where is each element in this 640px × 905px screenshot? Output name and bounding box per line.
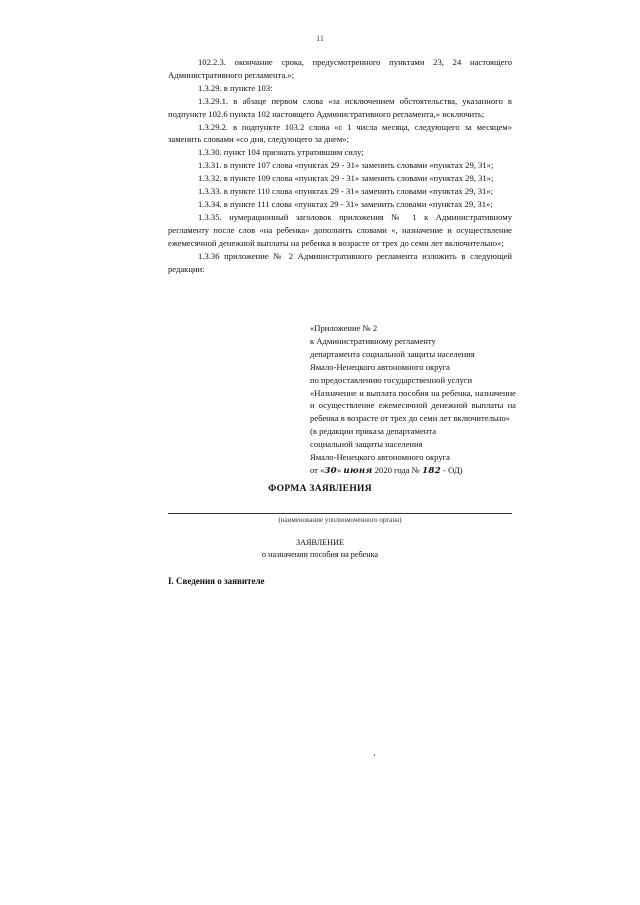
appendix-line: Ямало-Ненецкого автономного округа bbox=[310, 361, 450, 372]
org-name-caption: (наименование уполномоченного органа) bbox=[278, 516, 402, 524]
appendix-line: Ямало-Ненецкого автономного округа bbox=[310, 452, 450, 463]
form-title: ФОРМА ЗАЯВЛЕНИЯ bbox=[268, 484, 372, 494]
date-day: 30 bbox=[324, 465, 337, 476]
paragraph-1-3-30: 1.3.30. пункт 104 признать утратившим силу; bbox=[198, 147, 364, 158]
paragraph-1-3-29-2: 1.3.29.2. в подпункте 103.2 слова «с 1 числа месяца, следующего за месяцем» заменить словами «со дня, следующего за днем»; bbox=[168, 121, 512, 145]
appendix-line: к Административному регламенту bbox=[310, 335, 436, 346]
appendix-line: по предоставлению государственной услуги bbox=[310, 374, 473, 385]
appendix-line: департамента социальной защиты населения bbox=[310, 348, 475, 359]
appendix-service-name: «Назначение и выплата пособия на ребенка, назначение и осуществление ежемесячной денежной выплаты на ребенка в возрасте от трех до семи лет включительно» bbox=[310, 387, 516, 424]
scan-speck bbox=[374, 754, 375, 756]
paragraph-1-3-36: 1.3.36 приложение № 2 Административного регламента изложить в следующей редакции: bbox=[168, 250, 512, 274]
paragraph-1-3-35: 1.3.35. нумерационный заголовок приложения № 1 к Административному регламенту после слов «на ребенка» дополнить словами «, назначение и осуществление ежемесячной денежной выплаты на ребенка в возрасте от трех до семи лет включительно»; bbox=[168, 211, 512, 248]
appendix-header bbox=[310, 322, 516, 478]
org-name-line bbox=[168, 513, 512, 514]
paragraph-1-3-34: 1.3.34. в пункте 111 слова «пунктах 29 - 31» заменить словами «пунктах 29, 31»; bbox=[198, 198, 493, 209]
statement-title: ЗАЯВЛЕНИЕ bbox=[295, 538, 344, 547]
paragraph-102-2-3: 102.2.3. окончание срока, предусмотренного пунктами 23, 24 настоящего Административного регламента.»; bbox=[168, 57, 512, 80]
page-number: 11 bbox=[316, 34, 324, 43]
date-suffix: - ОД) bbox=[440, 464, 463, 475]
paragraph-1-3-31: 1.3.31. в пункте 107 слова «пунктах 29 - 31» заменить словами «пунктах 29, 31»; bbox=[198, 160, 494, 171]
paragraph-1-3-32: 1.3.32. в пункте 109 слова «пунктах 29 - 31» заменить словами «пунктах 29, 31»; bbox=[198, 173, 494, 184]
statement-subtitle: о назначении пособия на ребенка bbox=[261, 550, 379, 559]
appendix-date-line bbox=[310, 464, 516, 478]
date-mid1: » bbox=[336, 464, 344, 475]
paragraph-1-3-29: 1.3.29. в пункте 103: bbox=[198, 82, 273, 93]
section-heading: I. Сведения о заявителе bbox=[168, 576, 265, 586]
date-month: июня bbox=[343, 465, 373, 476]
paragraph-1-3-29-1: 1.3.29.1. в абзаце первом слова «за исключением обстоятельства, указанного в подпункте 102.6 пункта 102 настоящего Административного регламента,» исключить; bbox=[168, 95, 512, 119]
appendix-line: социальной защиты населения bbox=[310, 439, 423, 450]
order-number: 182 bbox=[422, 465, 441, 476]
date-mid2: 2020 года № bbox=[372, 464, 423, 475]
paragraph-1-3-33: 1.3.33. в пункте 110 слова «пунктах 29 - 31» заменить словами «пунктах 29, 31»; bbox=[198, 186, 494, 197]
amendment-text bbox=[168, 56, 512, 275]
appendix-line: «Приложение № 2 bbox=[310, 323, 378, 333]
date-prefix: от « bbox=[310, 464, 325, 475]
appendix-line: (в редакции приказа департамента bbox=[310, 426, 437, 437]
